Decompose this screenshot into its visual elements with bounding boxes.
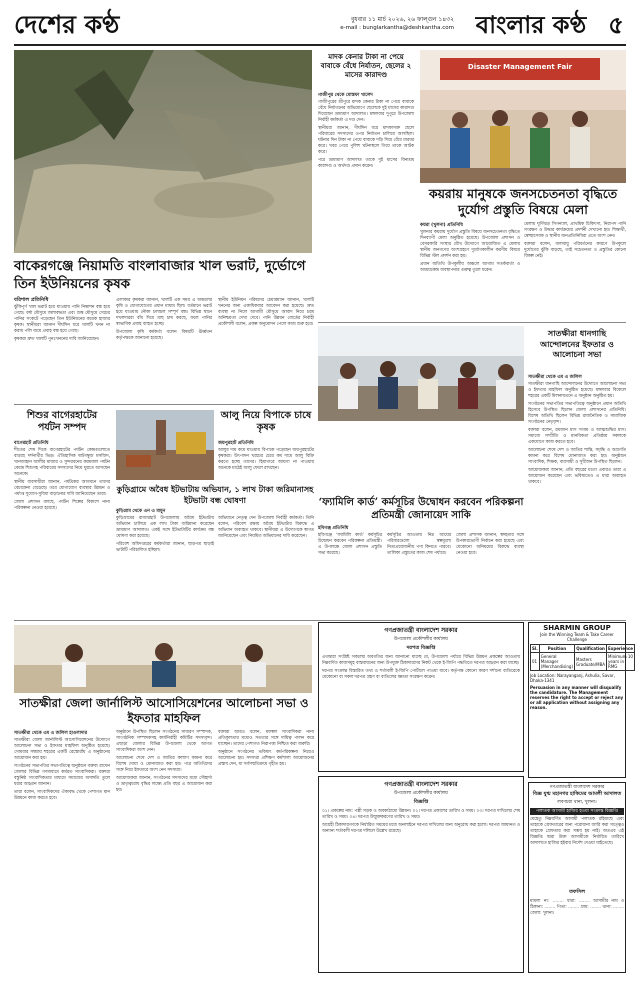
court-ad-schedule: তফসিল (569, 889, 585, 895)
iftar-body: সাতক্ষীরা ধানগাছি আন্দোলনের উদ্যোগে আলোচনা সভা ও ইফতার মাহফিল অনুষ্ঠিত হয়েছে। মঙ্গলবার বিকেলে শহরের একটি মিলনায়তনে এ অনুষ্ঠান অনুষ্ঠিত হয়। সংগঠনের সভাপতির সভাপতিত্বে অনুষ্ঠানে প্রধান অতিথি হিসেবে উপস্থিত ছিলেন জেলা প্রশাসনের প্রতিনিধি। বিশেষ অতিথি ছিলেন বিভিন্ন রাজনৈতিক ও সামাজিক সংগঠনের নেতৃবৃন্দ। বক্তারা বলেন, রমজান মাস সংযম ও আত্মশুদ্ধির মাস। সমাজে সম্প্রীতি ও মানবিকতা প্রতিষ্ঠায় সকলকে একযোগে কাজ করতে হবে। আলোচনা শেষে দেশ ও জাতির শান্তি, সমৃদ্ধি ও অগ্রগতি কামনা করে বিশেষ মোনাজাত করা হয়। অনুষ্ঠানে সাংবাদিক, শিক্ষক, ব্যবসায়ী ও সুধীজন উপস্থিত ছিলেন। আয়োজকরা জানান, প্রতি বছরের মতো এবারও তারা এ আয়োজন করেছেন এবং ভবিষ্যতেও এ ধারা অব্যাহত থাকবে। (528, 382, 626, 485)
court-ad-title: গণপ্রজাতন্ত্রী বাংলাদেশ সরকার (549, 785, 605, 790)
masthead (14, 8, 626, 46)
table-row (531, 653, 635, 671)
fair-byline: কয়রা (খুলনা) প্রতিনিধি (420, 223, 463, 228)
iftar-headline: সাতক্ষীরা ধানগাছি আন্দোলনের ইফতার ও আলোচনা সভা (540, 328, 614, 359)
potato-body: আলুর দাম কমে যাওয়ায় বিপাকে পড়েছেন জয়পুরহাটের কৃষকরা। উৎপাদন খরচের চেয়ে কম দামে আলু বিক্রি করতে হচ্ছে তাদের। হিমাগারে জায়গা না পাওয়ায় অনেকে মাঠেই আলু ফেলে রাখছেন। (218, 448, 314, 471)
table-cell: Masters Graduate/MBA (575, 653, 607, 671)
table-cell: Minimum 10 years in RMG (608, 654, 633, 669)
family-card-body-col2: কর্মসূচির আওতায় নিম্ন আয়ের পরিবারগুলো স্বল্পমূল্যে নিত্যপ্রয়োজনীয় পণ্য কিনতে পারবে। তালিকা প্রস্তুতের কাজ শেষ পর্যায়ে। (387, 533, 451, 556)
dowry-body: গাজীপুরের শ্রীপুরে মাদক কেনার টাকা না পেয়ে বাবাকে বেঁধে নির্যাতনের অভিযোগে ছেলেকে দুই মাসের কারাদণ্ড দিয়েছেন ভ্রাম্যমাণ আদালত। মঙ্গলবার দুপুরে উপজেলা নির্বাহী কর্মকর্তা এ দণ্ড দেন। স্থানীয়রা জানান, দীর্ঘদিন ধরে মাদকাসক্ত ছেলে পরিবারের সদস্যদের ওপর নির্যাতন চালিয়ে আসছিল। ঘটনার দিন টাকা না পেয়ে বাবাকে দড়ি দিয়ে বেঁধে মারধর করে। খবর পেয়ে পুলিশ ঘটনাস্থলে গিয়ে তাকে আটক করে। পরে ভ্রাম্যমাণ আদালত তাকে দুই মাসের বিনাশ্রম কারাদণ্ড ও অর্থদণ্ড প্রদান করেন। (318, 100, 414, 169)
family-card-headline: ‘ফ্যামিলি কার্ড’ কর্মসূচির উদ্বোধন করবেন পরিকল্পনা প্রতিমন্ত্রী জোনায়েদ সাকি (318, 497, 524, 521)
email-line: e-mail : bunglarkantha@deshkantha.com (340, 25, 454, 31)
govt-ad-2-inner: গণপ্রজাতন্ত্রী বাংলাদেশ সরকার উপজেলা প্রকৌশলীর কার্যালয় বিজ্ঞপ্তি ০১। প্রকল্পের নাম: পল্লী সড়ক ও অবকাঠামো উন্নয়ন। ০২। দরপত্র প্রকাশের তারিখ ও সময়। ০৩। দরপত্র দাখিলের শেষ তারিখ ও সময়। ০৪। দরপত্র উন্মুক্তকরণের তারিখ ও সময়। আগ্রহী ঠিকাদারগণকে নির্ধারিত সময়ের মধ্যে অনলাইনে দরপত্র দাখিলের জন্য অনুরোধ করা হলো। দরপত্র জামানত ও অন্যান্য শর্তাবলী দরপত্র দলিলে উল্লেখ রয়েছে। (322, 781, 520, 834)
brick-body-col1: কুড়িগ্রামের রাজারহাট উপজেলায় অবৈধ ইটভাটায় অভিযান চালিয়ে এক লাখ টাকা জরিমানা করেছেন ভ্রাম্যমাণ আদালত। একই সঙ্গে ইটভাটাটির কার্যক্রম বন্ধ ঘোষণা করা হয়েছে। পরিবেশ অধিদপ্তরের কর্মকর্তারা জানান, ছাড়পত্র ছাড়াই ভাটাটি পরিচালিত হচ্ছিল। (116, 516, 214, 553)
iftar-byline: সাতক্ষীরা থেকে এম এ জলিল (528, 375, 582, 380)
canal-headline: বাকেরগঞ্জে নিয়ামতি বাংলাবাজার খাল ভরাট, দুর্ভোগে তিন ইউনিয়নের কৃষক (14, 258, 306, 292)
sharmin-table (530, 644, 635, 671)
journalist-photo (14, 625, 312, 693)
journalist-byline: সাতক্ষীরা থেকে এম এ জলিল হাওলাদার (14, 731, 88, 736)
brick-body-col2: অভিযানে নেতৃত্ব দেন উপজেলা নির্বাহী কর্মকর্তা। তিনি বলেন, পরিবেশ রক্ষায় অবৈধ ইটভাটার বিরুদ্ধে এ অভিযান অব্যাহত থাকবে। স্থানীয়রা এ উদ্যোগকে স্বাগত জানিয়েছেন এবং নিয়মিত অভিযানের দাবি করেছেন। (218, 516, 314, 539)
govt-ad-2-title: গণপ্রজাতন্ত্রী বাংলাদেশ সরকার (384, 781, 458, 788)
govt-ad-1-inner: গণপ্রজাতন্ত্রী বাংলাদেশ সরকার উপজেলা প্রকৌশলীর কার্যালয় দরপত্র বিজ্ঞপ্তি এতদ্বারা সংশ্লিষ্ট সকলের অবগতির জন্য জানানো যাচ্ছে যে, উপজেলা পর্যায়ে বিভিন্ন উন্নয়ন প্রকল্পের আওতায় নিম্নবর্ণিত কাজসমূহ বাস্তবায়নের জন্য উপযুক্ত ঠিকাদারদের নিকট থেকে ই-জিপি পদ্ধতিতে দরপত্র আহ্বান করা যাচ্ছে। দরপত্র সংক্রান্ত বিস্তারিত তথ্য ও শর্তাবলী ই-জিপি পোর্টালে পাওয়া যাবে। কর্তৃপক্ষ কোনো কারণ দর্শানো ব্যতিরেকে যেকোনো বা সকল দরপত্র গ্রহণ বা বাতিলের ক্ষমতা সংরক্ষণ করেন। (322, 627, 520, 680)
fair-body-col2: মেলায় ঘূর্ণিঝড় সিগন্যাল, প্রাথমিক চিকিৎসা, নিরাপদ পানি সংরক্ষণ ও উদ্ধার কার্যক্রমের প্রদর্শনী দেখানো হয়। শিক্ষার্থী, স্বেচ্ছাসেবক ও স্থানীয় জনপ্রতিনিধিরা এতে অংশ নেন। বক্তারা বলেন, জলবায়ু পরিবর্তনের কারণে উপকূলে দুর্যোগের ঝুঁকি বাড়ছে, তাই সচেতনতা ও প্রস্তুতির কোনো বিকল্প নেই। (524, 222, 626, 259)
child-headline: শিশুর বাগেরহাটের পর্যটন সম্পদ (26, 410, 98, 433)
brick-headline: কুড়িগ্রামে অবৈধ ইটভাটায় অভিযান, ১ লাখ টাকা জরিমানাসহ ইটভাটা বন্ধ ঘোষণা (116, 484, 314, 505)
court-ad-notice: পলাতক আসামী হাজির হওয়া সংক্রান্ত বিজ্ঞপ্তি (530, 808, 624, 815)
table-cell: General Manager (Merchandising) (540, 654, 574, 669)
child-byline: বাগেরহাট প্রতিনিধি (14, 441, 49, 446)
sharmin-ad-inner (530, 624, 633, 776)
fair-body-col1: খুলনার কয়রায় দুর্যোগ প্রস্তুতি বিষয়ে জনসচেতনতা বৃদ্ধিতে দিনব্যাপী মেলা অনুষ্ঠিত হয়েছে। উপজেলা প্রশাসন ও বেসরকারি সংস্থার যৌথ উদ্যোগে আয়োজিত এ মেলায় স্থানীয় জনগণের অংশগ্রহণে দুর্যোগকালীন করণীয় বিষয়ে বিভিন্ন স্টল প্রদর্শন করা হয়। প্রধান অতিথি উপকূলীয় অঞ্চলে আগাম সতর্কবার্তা ও আশ্রয়কেন্দ্র ব্যবস্থাপনার গুরুত্ব তুলে ধরেন। (420, 230, 520, 273)
canal-body-col2: এলাকার কৃষকরা জানান, খালটি এক সময় এ অঞ্চলের কৃষি ও যোগাযোগের প্রধান মাধ্যম ছিল। বর্তমানে ভরাট হয়ে যাওয়ায় নৌকা চলাচল সম্পূর্ণ বন্ধ। বিভিন্ন স্থানে দখলদাররা বাঁধ দিয়ে মাছ চাষ করছে, ফলে পানির স্বাভাবিক প্রবাহ ব্যাহত হচ্ছে। উপজেলা কৃষি কর্মকর্তা বলেন বিষয়টি ঊর্ধ্বতন কর্তৃপক্ষকে জানানো হয়েছে। (116, 298, 212, 341)
sharmin-company: SHARMIN GROUP (543, 624, 611, 632)
section-title: দেশের কণ্ঠ (14, 10, 120, 39)
divider-mid-left (14, 404, 312, 405)
canal-body-col3: স্থানীয় ইউনিয়ন পরিষদের চেয়ারম্যান জানান, খালটি খননের জন্য একাধিকবার আবেদন করা হয়েছে। দ্রুত ব্যবস্থা না নিলে আগামী মৌসুমে আবাদ নিয়ে চরম অনিশ্চয়তা দেখা দেবে। পানি উন্নয়ন বোর্ডের নির্বাহী প্রকৌশলী বলেন, প্রকল্প অনুমোদন পেলে কাজ শুরু হবে। (218, 298, 314, 327)
sharmin-footer: Persuasion in any manner will disqualify the candidature. The Management reserves the right to accept or reject any or all application without assigning any reason. (530, 685, 624, 710)
masthead-rule (14, 44, 626, 46)
canal-body-col1: ঝুঁকিপূর্ণ খাল ভরাট হয়ে যাওয়ায় পানি নিষ্কাশন বন্ধ হয়ে গেছে। বর্ষা মৌসুমে জলাবদ্ধতা এবং শুষ্ক মৌসুমে সেচের পানির সংকটে পড়েছেন তিন ইউনিয়নের কয়েক হাজার কৃষক। স্থানীয়রা জানান দীর্ঘদিন ধরে খালটি খনন না করায় পলি জমে প্রবাহ বন্ধ হয়ে গেছে। কৃষকরা দ্রুত খালটি পুনঃখননের দাবি জানিয়েছেন। (14, 305, 110, 342)
dowry-byline: গাজীপুর থেকে মোস্তফা খালেদ (318, 93, 373, 98)
govt-ad-2-notice: বিজ্ঞপ্তি (413, 799, 429, 805)
dowry-headline: মাদক কেনার টাকা না পেয়ে বাবাকে বেঁধে নির্যাতন, ছেলের ২ মাসের কারাদণ্ড (320, 52, 412, 79)
potato-headline: আলু নিয়ে বিপাকে চাষে কৃষক (220, 410, 312, 433)
govt-ad-2-subtitle: উপজেলা প্রকৌশলীর কার্যালয় (394, 791, 448, 796)
iftar-photo (318, 326, 524, 421)
sharmin-tagline: Join the Winning Team & Take Career Challenge (540, 632, 614, 642)
table-cell: 01 (531, 653, 540, 671)
family-card-body-col1: হবিগঞ্জে ‘ফ্যামিলি কার্ড’ কর্মসূচির উদ্বোধন করবেন পরিকল্পনা প্রতিমন্ত্রী। এ উপলক্ষে জেলা প্রশাসন প্রস্তুতি সভা করেছে। (318, 533, 382, 556)
child-body: শীতের শেষ দিকে বাগেরহাটের পর্যটন কেন্দ্রগুলোতে বাড়ছে দর্শনার্থীর ভিড়। ঐতিহাসিক ষাটগম্বুজ মসজিদ, খানজাহান আলীর মাজার ও সুন্দরবনের করমজল পর্যটন কেন্দ্রে শিশুসহ পরিবারের সদস্যদের নিয়ে ঘুরতে আসছেন অনেকে। স্থানীয় ব্যবসায়ীরা জানান, পর্যটকের আগমনে তাদের বেচাকেনা বেড়েছে। তবে যোগাযোগ ব্যবস্থার উন্নয়ন ও পর্যাপ্ত সুযোগ-সুবিধা বাড়ানোর দাবি জানিয়েছেন তারা। জেলা প্রশাসন বলছে, পর্যটন শিল্পের বিকাশে নানা পরিকল্পনা নেওয়া হয়েছে। (14, 448, 110, 511)
journalist-headline: সাতক্ষীরা জেলা জার্নালিস্ট আসোসিয়েশনের আলোচনা সভা ও ইফতার মাহফিল (19, 696, 309, 725)
fair-headline: কয়রায় মানুষকে জনসচেতনতা বৃদ্ধিতে দুর্যোগ প্রস্তুতি বিষয়ে মেলা (428, 186, 618, 217)
brick-photo (116, 410, 214, 480)
court-ad-court: বিজ্ঞ যুগ্ম মহানগর হাকিমের আমলী আদালত (532, 791, 622, 797)
brick-byline: কুড়িগ্রাম থেকে এন এ মামুন (116, 509, 166, 514)
govt-ad-1-notice: দরপত্র বিজ্ঞপ্তি (406, 645, 436, 651)
divider-top (318, 322, 626, 323)
canal-byline: বরিশাল প্রতিনিধি (14, 297, 49, 303)
family-card-body-col3: জেলা প্রশাসক জানান, স্বচ্ছতার সঙ্গে উপকারভোগী নির্বাচন করা হয়েছে এবং যেকোনো অনিয়মের বিরুদ্ধে ব্যবস্থা নেওয়া হবে। (456, 533, 524, 556)
page-number: ৫ (608, 10, 624, 39)
court-ad-place: লবণচরা থানা, খুলনা। (557, 800, 597, 805)
govt-ad-1-title: গণপ্রজাতন্ত্রী বাংলাদেশ সরকার (384, 627, 458, 634)
date-line: বুধবার ১১ মার্চ ২০২৬, ২৬ ফাল্গুন ১৪৩২ (350, 16, 454, 23)
family-card-byline: হবিগঞ্জ প্রতিনিধি (318, 526, 349, 531)
court-ad-inner: গণপ্রজাতন্ত্রী বাংলাদেশ সরকার বিজ্ঞ যুগ্ম মহানগর হাকিমের আমলী আদালত লবণচরা থানা, খুলনা। পলাতক আসামী হাজির হওয়া সংক্রান্ত বিজ্ঞপ্তি যেহেতু নিম্নবর্ণিত আসামী পলাতক রহিয়াছে এবং তাহাকে গ্রেফতারের জন্য পরোয়ানা জারি করা সত্ত্বেও তাহাকে গ্রেফতার করা সম্ভব হয় নাই। অতএব এই বিজ্ঞপ্তি দ্বারা উক্ত আসামীকে নির্ধারিত তারিখে আদালতে হাজির হইবার নির্দেশ দেওয়া যাইতেছে। তফসিল মামলা নং: ........ ধারা: ........ আসামীর নাম ও ঠিকানা: ........ পিতা: ........ গ্রাম: ........ থানা: ........ জেলা: খুলনা। (530, 785, 624, 916)
govt-ad-1-subtitle: উপজেলা প্রকৌশলীর কার্যালয় (394, 637, 448, 642)
journalist-body-col1: সাতক্ষীরা জেলা জার্নালিস্ট আসোসিয়েশনের উদ্যোগে আলোচনা সভা ও ইফতার মাহফিল অনুষ্ঠিত হয়েছে। সোমবার সন্ধ্যায় শহরের একটি রেস্তোরাঁয় এ অনুষ্ঠানের আয়োজন করা হয়। সংগঠনের সভাপতির সভাপতিত্বে অনুষ্ঠানে বক্তব্য রাখেন জেলার বিভিন্ন গণমাধ্যমে কর্মরত সাংবাদিকরা। বক্তারা বস্তুনিষ্ঠ সাংবাদিকতার মাধ্যমে সমাজের অসঙ্গতি তুলে ধরার আহ্বান জানান। তারা বলেন, সাংবাদিকদের ঐক্যবদ্ধ থেকে পেশাগত মান উন্নয়নে কাজ করতে হবে। (14, 738, 110, 801)
sharmin-col-header: Position (539, 645, 574, 653)
paper-name: বাংলার কণ্ঠ (475, 10, 587, 39)
journalist-body-col2: অনুষ্ঠানে উপস্থিত ছিলেন সংগঠনের সাধারণ সম্পাদক, সাংগঠনিক সম্পাদকসহ কার্যনির্বাহী কমিটির সদস্যবৃন্দ। এছাড়া জেলার বিভিন্ন উপজেলা থেকে আগত সাংবাদিকরা অংশ নেন। আলোচনা শেষে দেশ ও জাতির কল্যাণ কামনা করে বিশেষ দোয়া ও মোনাজাত করা হয়। পরে অতিথিদের সঙ্গে নিয়ে ইফতারে অংশ নেন সদস্যরা। আয়োজকরা জানান, সংগঠনের সদস্যদের মধ্যে সৌহার্দ্য ও ভ্রাতৃত্ববোধ বৃদ্ধির লক্ষ্যে প্রতি বছর এ আয়োজন করা হয়। (116, 730, 212, 793)
potato-byline: জয়পুরহাট প্রতিনিধি (218, 441, 254, 446)
canal-photo (14, 50, 312, 253)
sharmin-col-header: Sl. (532, 646, 538, 651)
sharmin-col-header: Qualification (576, 646, 605, 651)
fair-photo (420, 50, 626, 183)
sharmin-location: Job Location: Narayanganj, Ashulia, Savar, Dhaka-1341 (530, 673, 615, 683)
sharmin-col-header: Experience (608, 646, 633, 651)
journalist-body-col3: বক্তারা আরও বলেন, মফস্বল সাংবাদিকরা নানা প্রতিকূলতার মধ্যেও সততার সঙ্গে দায়িত্ব পালন করে যাচ্ছেন। তাদের পেশাগত নিরাপত্তা নিশ্চিত করা জরুরি। অনুষ্ঠানে সংগঠনের ভবিষ্যৎ কর্মপরিকল্পনা নিয়েও আলোচনা হয়। সদস্যরা প্রশিক্ষণ কর্মশালা আয়োজনের প্রস্তাব দেন, যা সর্বসম্মতিক্রমে গৃহীত হয়। (218, 730, 314, 767)
divider-mid (14, 620, 626, 621)
fair-banner: Disaster Management Fair (467, 63, 573, 71)
